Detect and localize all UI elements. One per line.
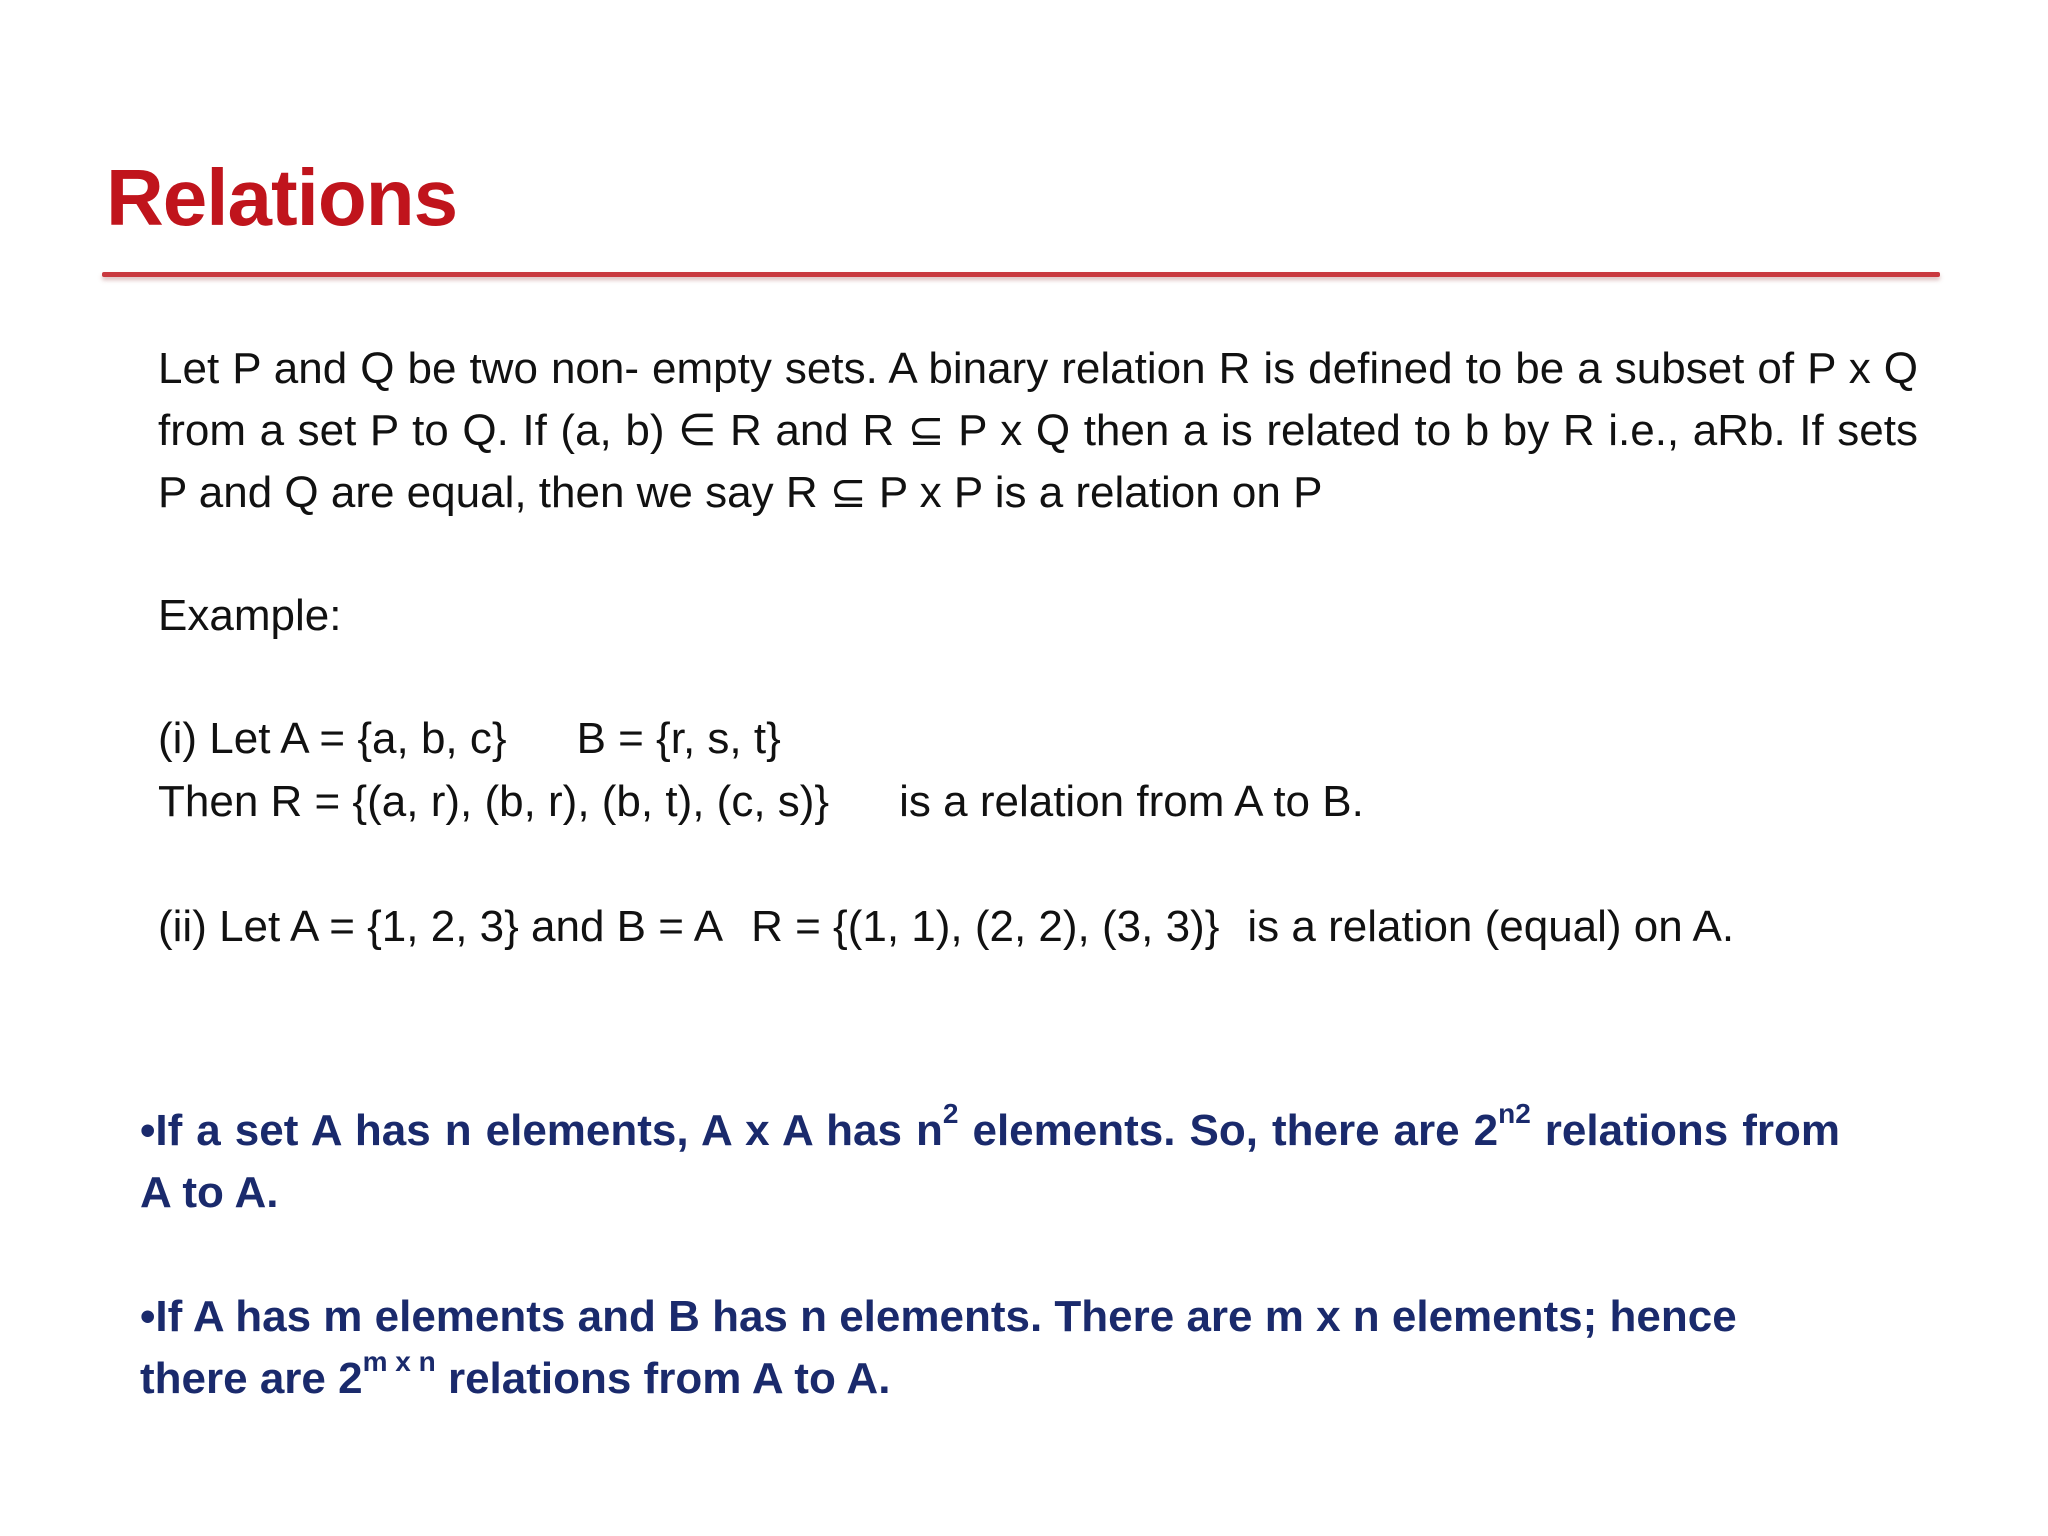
example-2-relation-set: R = {(1, 1), (2, 2), (3, 3)} [751, 902, 1220, 951]
example-1-sets [158, 708, 1918, 770]
example-1-set-a: (i) Let A = {a, b, c} [158, 714, 507, 763]
example-2 [158, 896, 1918, 958]
note-2-text-a: •If A has m elements and B has n elements. There are m x n elements; hence there are 2 [140, 1292, 1737, 1403]
slide-title: Relations [106, 153, 458, 242]
example-1-relation-set: Then R = {(a, r), (b, r), (b, t), (c, s)} [158, 777, 830, 826]
note-1-text-c: relations from A to A. [140, 1106, 1840, 1217]
example-2-relation-desc: is a relation (equal) on A. [1247, 902, 1735, 951]
title-divider [102, 272, 1940, 277]
note-1-superscript-a: 2 [942, 1098, 959, 1130]
definition-paragraph: Let P and Q be two non- empty sets. A binary relation R is defined to be a subset of P x Q from a set P to Q. If (a, b) ∈ R and R ⊆ P x Q then a is related to b by R i.e., aRb. If sets P and Q are equal, then we say R ⊆ P x P is a relation on P [158, 344, 1918, 517]
note-1-superscript-b: n2 [1498, 1098, 1531, 1130]
example-1-relation [158, 771, 1918, 833]
note-relations-on-a [140, 1100, 1840, 1224]
note-2-superscript: m x n [362, 1346, 436, 1378]
note-2-text-b: relations from A to A. [435, 1354, 891, 1403]
example-1-relation-desc: is a relation from A to B. [899, 777, 1364, 826]
note-1-text-b: elements. So, there are 2 [958, 1106, 1499, 1155]
example-2-sets: (ii) Let A = {1, 2, 3} and B = A [158, 902, 724, 951]
example-1-set-b: B = {r, s, t} [576, 714, 781, 763]
note-relations-a-to-b [140, 1286, 1840, 1410]
example-label: Example: [158, 591, 342, 640]
note-1-text-a: •If a set A has n elements, A x A has n [140, 1106, 943, 1155]
